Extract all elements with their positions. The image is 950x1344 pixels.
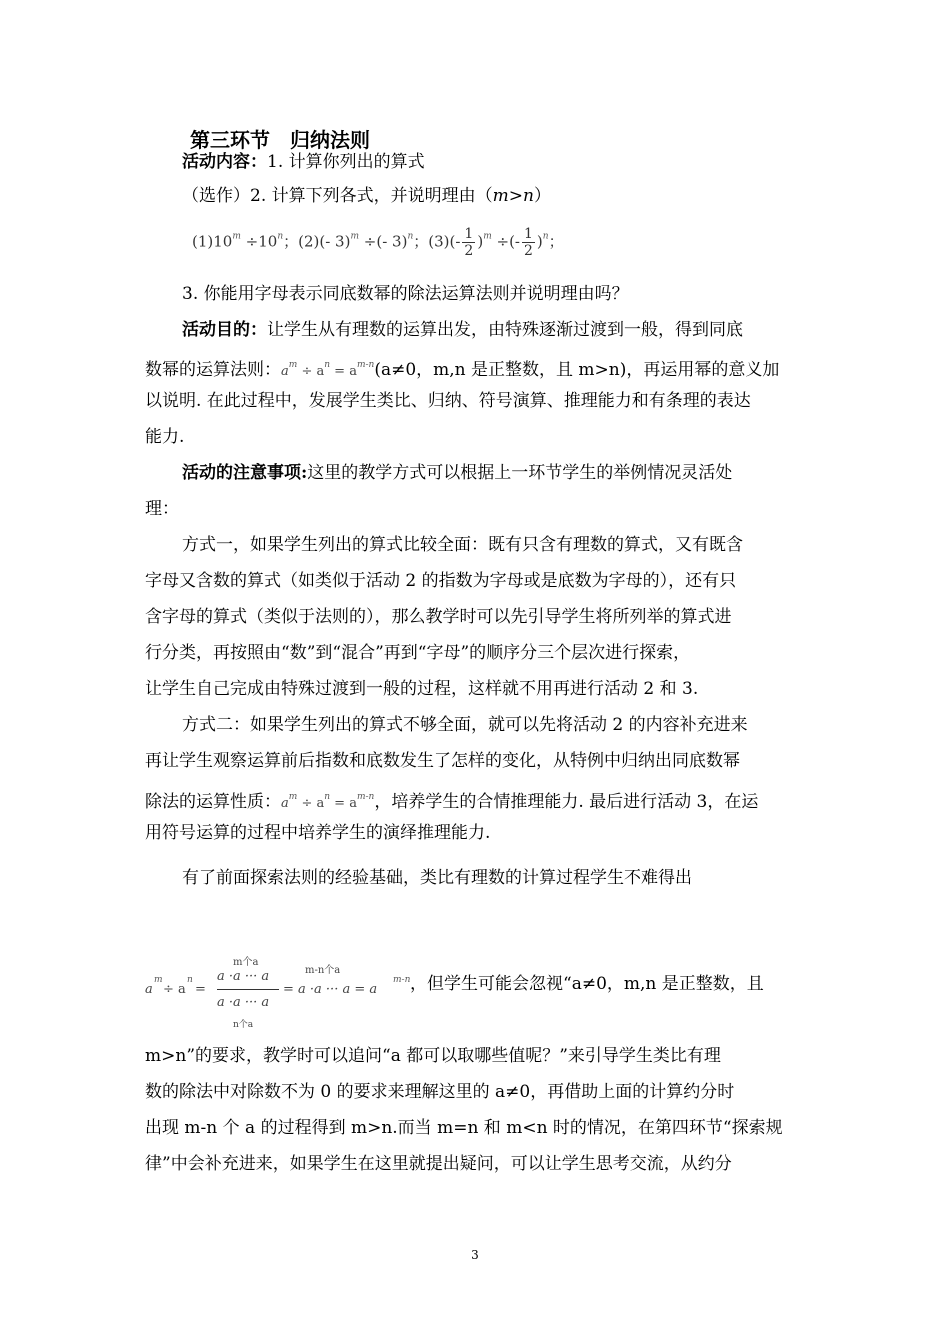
item-1: 1. 计算你列出的算式: [267, 152, 425, 172]
formula-part-2b: ÷(- 3): [359, 232, 408, 251]
formula-sup: m: [350, 231, 360, 242]
formula-end: ；: [548, 232, 564, 251]
formula-sup: m: [232, 231, 241, 242]
formula-part-1: (1)10: [192, 232, 233, 251]
fraction-half: $\frac{1}{2}$: [524, 226, 533, 259]
formula-sup: m: [483, 231, 492, 242]
exercise-formula: $(1)10^m \div 10^n$；(2)(- 3)$^m$ ÷(- 3)$^n$；(3)(- $\frac{1}{2}$ )$^m$ ÷(- $\frac{1}{2}$ )$^n$；: [192, 226, 564, 259]
item-3: 3. 你能用字母表示同底数幂的除法运算法则并说明理由吗？: [182, 284, 629, 304]
item-2-gt: >: [508, 186, 523, 206]
formula-sup: n: [277, 231, 284, 242]
way2-line-2: 再让学生观察运算前后指数和底数发生了怎样的变化，从特例中归纳出同底数幂: [145, 751, 740, 771]
notes-line-2: 理：: [145, 499, 179, 519]
purpose-line-2: 数幂的运算法则：$a^m \div a^n = a^{m-n}(a\ne 0$，m,n 是正整数，且 m>n)，再运用幂的意义加: [145, 360, 780, 380]
way1-line-4: 行分类，再按照由“数”到“混合”再到“字母”的顺序分三个层次进行探索，: [145, 643, 691, 663]
way1-line-2: 字母又含数的算式（如类似于活动 2 的指数为字母或是底数为字母的），还有只: [145, 571, 737, 591]
way2-line-4: 用符号运算的过程中培养学生的演绎推理能力.: [145, 823, 491, 843]
activity-content-line: [182, 150, 425, 174]
purpose-line-3: 以说明. 在此过程中，发展学生类比、归纳、符号演算、推理能力和有条理的表达: [145, 391, 751, 411]
after-line-3: 出现 m-n 个 a 的过程得到 m>n.而当 m=n 和 m<n 时的情况，在第四环节“探索规: [145, 1118, 783, 1138]
activity-content-label: 活动内容：: [182, 152, 267, 172]
purpose-line-4: 能力.: [145, 427, 185, 447]
after-line-1: m>n”的要求，教学时可以追问“a 都可以取哪些值呢？”来引导学生类比有理: [145, 1046, 721, 1066]
way2-line-1: 方式二：如果学生列出的算式不够全面，就可以先将活动 2 的内容补充进来: [182, 715, 748, 735]
item-2-m: m: [492, 186, 509, 206]
formula-part-3b: ÷(-: [491, 232, 520, 251]
way2-line-3: 除法的运算性质：$a^m \div a^n = a^{m-n}$，培养学生的合情推理能力. 最后进行活动 3，在运: [145, 792, 759, 812]
derivation-tail: ，但学生可能会忽视“a≠0，m,n 是正整数，且: [410, 974, 764, 994]
formula-part-3: ；(3)(-: [413, 232, 461, 251]
item-2-prefix: （选作）2. 计算下列各式，并说明理由（: [182, 186, 493, 206]
way1-line-3: 含字母的算式（类似于法则的），那么教学时可以先引导学生将所列举的算式进: [145, 607, 732, 627]
formula-part-1b: ÷10: [240, 232, 278, 251]
after-line-4: 律”中会补充进来，如果学生在这里就提出疑问，可以让学生思考交流，从约分: [145, 1154, 732, 1174]
page-number: 3: [471, 1248, 479, 1262]
derivation-formula: a m ÷ a n = m个a a ·a ··· a a ·a ··· a n个a m-n个a = a ·a ··· a = a m-n: [145, 957, 411, 1030]
formula-sup: n: [542, 231, 549, 242]
way1-line-5: 让学生自己完成由特殊过渡到一般的过程，这样就不用再进行活动 2 和 3.: [145, 679, 699, 699]
item-2-suffix: ）: [533, 186, 551, 206]
purpose-text: 让学生从有理数的运算出发，由特殊逐渐过渡到一般，得到同底: [267, 320, 743, 340]
way1-line-1: 方式一，如果学生列出的算式比较全面：既有只含有理数的算式，又有既含: [182, 535, 743, 555]
section-title: 第三环节 归纳法则: [190, 128, 370, 152]
fraction-half: $\frac{1}{2}$: [464, 226, 474, 259]
fraction-bar: [217, 989, 279, 990]
formula-part-2: ；(2)(- 3): [283, 232, 351, 251]
item-2-n: n: [523, 186, 534, 206]
after-line-2: 数的除法中对除数不为 0 的要求来理解这里的 a≠0，再借助上面的计算约分时: [145, 1082, 735, 1102]
notes-label: 活动的注意事项:: [182, 463, 308, 483]
notes-line-1: 活动的注意事项:这里的教学方式可以根据上一环节学生的举例情况灵活处: [182, 463, 733, 483]
purpose-line-1: [182, 318, 743, 342]
formula-sup: n: [407, 231, 414, 242]
purpose-label: 活动目的：: [182, 320, 267, 340]
item-2-line: [182, 184, 551, 208]
experience-line: 有了前面探索法则的经验基础，类比有理数的计算过程学生不难得出: [182, 868, 692, 888]
